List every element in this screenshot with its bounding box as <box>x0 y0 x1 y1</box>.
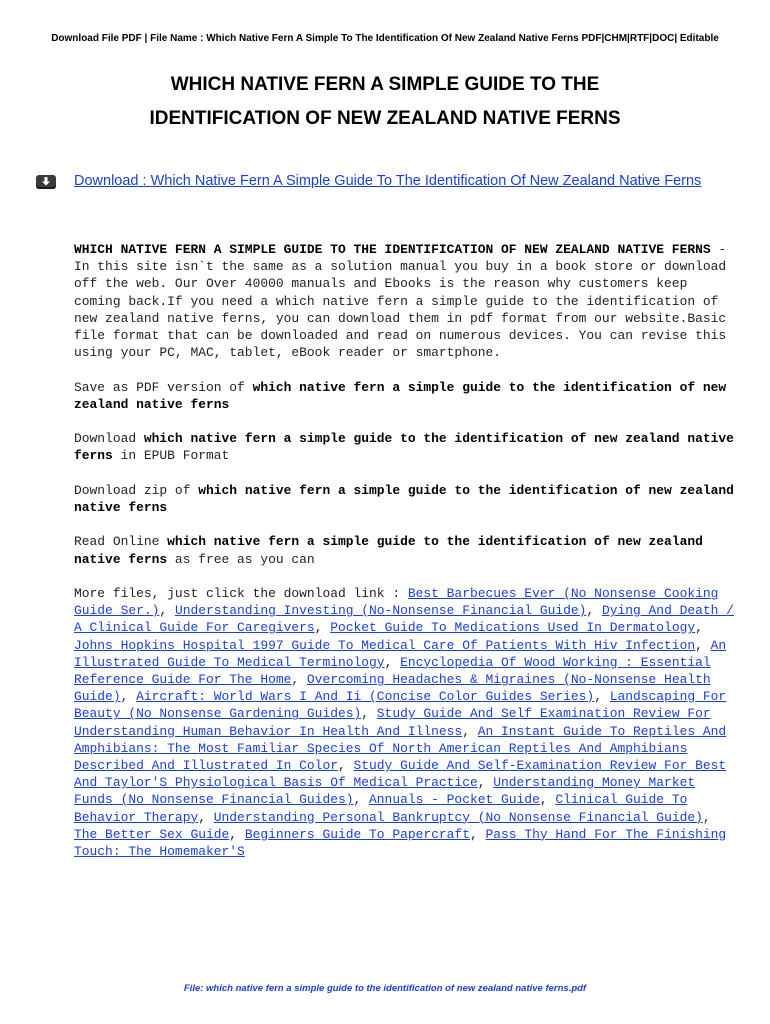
more-file-link[interactable]: Clinical Guide To Behavior Therapy <box>74 792 688 825</box>
more-files-prefix: More files, just click the download link : <box>74 585 408 601</box>
download-icon[interactable] <box>36 175 56 189</box>
more-file-link[interactable]: Encyclopedia Of Wood Working : Essential Reference Guide For The Home <box>74 654 711 687</box>
save-pdf-prefix: Save as PDF version of <box>74 379 253 395</box>
intro-text: - In this site isn`t the same as a solution manual you buy in a book store or download off the web. Our Over 40000 manuals and Ebooks is the reason why customers keep coming back.If you need a which native fern a simple guide to the identification of new zealand native ferns, you can download them in pdf format from our website.Basic file format that can be downloaded and read on numerous devices. You can revise this using your PC, MAC, tablet, eBook reader or smartphone. <box>74 242 727 361</box>
epub-bold: which native fern a simple guide to the identification of new zealand native ferns <box>74 431 734 464</box>
zip-prefix: Download zip of <box>74 482 199 498</box>
epub-suffix: in EPUB Format <box>112 448 230 464</box>
page-title <box>40 68 730 136</box>
epub-prefix: Download <box>74 431 144 447</box>
intro-paragraph <box>74 241 734 361</box>
read-online-line <box>74 533 734 567</box>
more-file-link[interactable]: Overcoming Headaches & Migraines (No-Nonsense Health Guide) <box>74 672 711 705</box>
download-link[interactable]: Download : Which Native Fern A Simple Guide To The Identification Of New Zealand Native Ferns <box>74 173 702 189</box>
more-file-link[interactable]: Study Guide And Self-Examination Review For Best And Taylor'S Physiological Basis Of Medical Practice <box>74 758 727 791</box>
more-file-link[interactable]: Pass Thy Hand For The Finishing Touch: The Homemaker'S <box>74 826 727 860</box>
more-file-link[interactable]: Aircraft: World Wars I And Ii (Concise Color Guides Series) <box>136 689 595 705</box>
title-line-1: WHICH NATIVE FERN A SIMPLE GUIDE TO THE <box>170 74 600 95</box>
intro-bold-title: WHICH NATIVE FERN A SIMPLE GUIDE TO THE IDENTIFICATION OF NEW ZEALAND NATIVE FERNS <box>74 242 711 257</box>
more-file-link[interactable]: Best Barbecues Ever (No Nonsense Cooking Guide Ser.) <box>74 585 719 619</box>
read-online-bold: which native fern a simple guide to the identification of new zealand native ferns <box>74 534 703 567</box>
zip-bold: which native fern a simple guide to the identification of new zealand native ferns <box>74 482 734 515</box>
more-file-link[interactable]: The Better Sex Guide <box>74 826 230 842</box>
title-line-2: IDENTIFICATION OF NEW ZEALAND NATIVE FERNS <box>149 108 621 129</box>
more-file-link[interactable]: Johns Hopkins Hospital 1997 Guide To Medical Care Of Patients With Hiv Infection <box>74 637 696 653</box>
more-file-link[interactable]: Understanding Investing (No-Nonsense Financial Guide) <box>174 603 587 619</box>
more-file-link[interactable]: Landscaping For Beauty (No Nonsense Gardening Guides) <box>74 689 727 722</box>
zip-line <box>74 482 734 516</box>
more-file-link[interactable]: Beginners Guide To Papercraft <box>244 826 470 842</box>
more-file-link[interactable]: Study Guide And Self Examination Review For Understanding Human Behavior In Health And Illness <box>74 706 711 739</box>
document-body <box>74 241 734 877</box>
more-file-link[interactable]: Pocket Guide To Medications Used In Dermatology <box>330 620 696 636</box>
more-files-paragraph: More files, just click the download link : Best Barbecues Ever (No Nonsense Cooking Guide Ser.), Understanding Investing (No-Nonsense Financial Guide), Dying And Death / A Clinical Guide For Caregivers, Pocket Guide To Medications Used In Dermatology, Johns Hopkins Hospital 1997 Guide To Medical Care Of Patients With Hiv Infection, An Illustrated Guide To Medical Terminology, Encyclopedia Of Wood Working : Essential Reference Guide For The Home, Overcoming Headaches & Migraines (No-Nonsense Health Guide), Aircraft: World Wars I And Ii (Concise Color Guides Series), Landscaping For Beauty (No Nonsense Gardening Guides), Study Guide And Self Examination Review For Understanding Human Behavior In Health And Illness, An Instant Guide To Reptiles And Amphibians: The Most Familiar Species Of North American Reptiles And Amphibians Described And Illustrated In Color, Study Guide And Self-Examination Review For Best And Taylor'S Physiological Basis Of Medical Practice, Understanding Money Market Funds (No Nonsense Financial Guides), Annuals - Pocket Guide, Clinical Guide To Behavior Therapy, Understanding Personal Bankruptcy (No Nonsense Financial Guide), The Better Sex Guide, Beginners Guide To Papercraft, Pass Thy Hand For The Finishing Touch: The Homemaker'S <box>74 585 734 860</box>
save-pdf-bold: which native fern a simple guide to the identification of new zealand native ferns <box>74 379 727 412</box>
more-file-link[interactable]: Understanding Personal Bankruptcy (No Nonsense Financial Guide) <box>213 809 703 825</box>
read-online-suffix: as free as you can <box>167 551 315 567</box>
page-footer: File: which native fern a simple guide to the identification of new zealand native ferns.pdf <box>183 983 587 994</box>
more-file-link[interactable]: Annuals - Pocket Guide <box>369 792 540 808</box>
save-pdf-line <box>74 379 734 413</box>
epub-line <box>74 430 734 464</box>
more-file-link[interactable]: Understanding Money Market Funds (No Nonsense Financial Guides) <box>74 775 696 808</box>
page-header: Download File PDF | File Name : Which Native Fern A Simple To The Identification Of New Zealand Native Ferns PDF|CHM|RTF|DOC| Editable <box>51 33 719 44</box>
more-file-link[interactable]: An Illustrated Guide To Medical Terminology <box>74 637 727 670</box>
more-file-link[interactable]: An Instant Guide To Reptiles And Amphibians: The Most Familiar Species Of North American Reptiles And Amphibians Described And Illustrated In Color <box>74 723 727 774</box>
read-online-prefix: Read Online <box>74 534 168 550</box>
more-file-link[interactable]: Dying And Death / A Clinical Guide For Caregivers <box>74 603 734 636</box>
